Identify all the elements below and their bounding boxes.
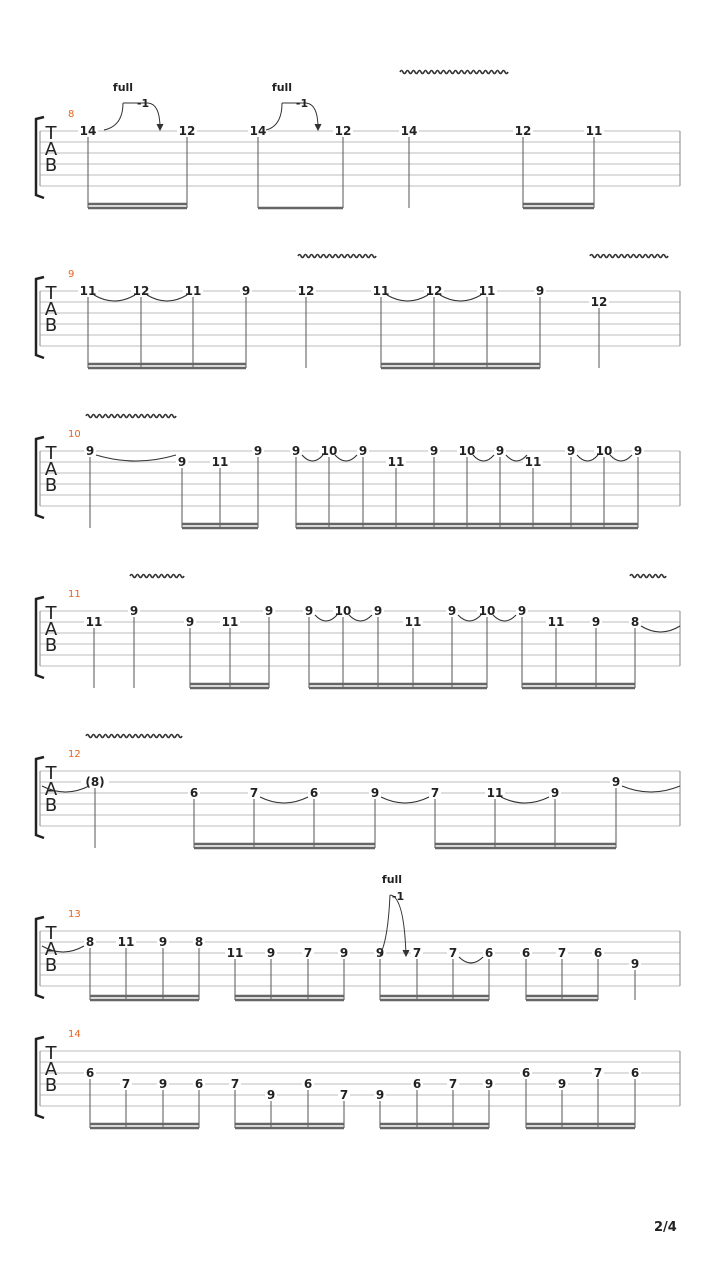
tab-clef-letter: T: [45, 123, 57, 144]
fret-number: 7: [557, 946, 567, 960]
fret-number: 9: [339, 946, 349, 960]
fret-number: 12: [514, 124, 532, 138]
tab-clef-letter: A: [44, 299, 58, 320]
fret-number: 9: [429, 444, 439, 458]
fret-number: 10: [595, 444, 613, 458]
tab-clef-letter: T: [45, 763, 57, 784]
fret-number: 11: [478, 284, 496, 298]
fret-number: 8: [630, 615, 640, 629]
fret-number: 7: [448, 946, 458, 960]
fret-number: 12: [297, 284, 315, 298]
tab-clef-letter: T: [45, 283, 57, 304]
fret-number: 7: [230, 1077, 240, 1091]
tab-clef-letter: T: [45, 443, 57, 464]
system-11: [36, 589, 680, 688]
fret-number: 7: [249, 786, 259, 800]
tab-clef-letter: A: [44, 1059, 58, 1080]
bend-release-label: -1: [391, 890, 405, 903]
system-8: [36, 109, 680, 208]
fret-number: 9: [291, 444, 301, 458]
measure-number: 10: [68, 429, 81, 440]
fret-number: 9: [611, 775, 621, 789]
fret-number: 7: [339, 1088, 349, 1102]
bend-release-label: -1: [295, 97, 309, 110]
tie-arc: [387, 295, 428, 301]
fret-number: 9: [158, 1077, 168, 1091]
fret-number: 6: [521, 1066, 531, 1080]
tab-clef-letter: A: [44, 619, 58, 640]
fret-number: 12: [178, 124, 196, 138]
fret-number: 10: [334, 604, 352, 618]
fret-number: 9: [177, 455, 187, 469]
system-10: [36, 429, 680, 528]
fret-number: 11: [404, 615, 422, 629]
fret-number: 12: [132, 284, 150, 298]
tie-arc: [440, 295, 481, 301]
fret-number: 10: [458, 444, 476, 458]
fret-number: 10: [478, 604, 496, 618]
measure-number: 8: [68, 109, 75, 120]
fret-number: 11: [486, 786, 504, 800]
fret-number: 8: [85, 935, 95, 949]
tab-clef-letter: A: [44, 459, 58, 480]
vibrato-mark: [630, 575, 666, 578]
vibrato-mark: [86, 735, 182, 738]
fret-number: 7: [412, 946, 422, 960]
fret-number: 12: [334, 124, 352, 138]
fret-number: 7: [303, 946, 313, 960]
fret-number: 9: [304, 604, 314, 618]
fret-number: 11: [117, 935, 135, 949]
tie-arc: [501, 797, 549, 803]
fret-number: 7: [430, 786, 440, 800]
fret-number: 14: [400, 124, 418, 138]
vibrato-mark: [590, 255, 668, 258]
fret-number: 9: [266, 946, 276, 960]
fret-number: 9: [591, 615, 601, 629]
system-9: [36, 269, 680, 368]
vibrato-mark: [130, 575, 184, 578]
tab-clef-letter: A: [44, 939, 58, 960]
bend-full-label: full: [381, 873, 403, 886]
fret-number: 9: [484, 1077, 494, 1091]
fret-number: 9: [566, 444, 576, 458]
fret-number: 9: [557, 1077, 567, 1091]
arrow-head: [157, 124, 163, 130]
fret-number: 6: [189, 786, 199, 800]
fret-number: 9: [447, 604, 457, 618]
fret-number: 11: [585, 124, 603, 138]
fret-number: (8): [85, 775, 105, 789]
tab-clef-letter: T: [45, 1043, 57, 1064]
fret-number: 9: [535, 284, 545, 298]
fret-number: 6: [303, 1077, 313, 1091]
fret-number: 6: [85, 1066, 95, 1080]
fret-number: 9: [370, 786, 380, 800]
fret-number: 12: [425, 284, 443, 298]
tab-clef-letter: B: [44, 155, 58, 176]
bend-arrow: [104, 103, 123, 130]
tie-arc: [459, 957, 483, 963]
fret-number: 14: [79, 124, 97, 138]
fret-number: 9: [253, 444, 263, 458]
fret-number: 6: [630, 1066, 640, 1080]
fret-number: 11: [79, 284, 97, 298]
page-number: 2/4: [654, 1220, 677, 1235]
fret-number: 9: [185, 615, 195, 629]
fret-number: 9: [630, 957, 640, 971]
fret-number: 11: [85, 615, 103, 629]
bend-arrow: [266, 103, 282, 130]
fret-number: 9: [158, 935, 168, 949]
fret-number: 9: [375, 1088, 385, 1102]
tie-arc: [94, 295, 135, 301]
fret-number: 11: [184, 284, 202, 298]
measure-number: 11: [68, 589, 81, 600]
tab-clef-letter: T: [45, 923, 57, 944]
tie-arc: [641, 626, 680, 632]
fret-number: 11: [211, 455, 229, 469]
fret-number: 6: [194, 1077, 204, 1091]
fret-number: 11: [372, 284, 390, 298]
fret-number: 11: [226, 946, 244, 960]
tab-clef-letter: B: [44, 315, 58, 336]
tab-clef-letter: B: [44, 475, 58, 496]
fret-number: 10: [320, 444, 338, 458]
fret-number: 9: [373, 604, 383, 618]
fret-number: 9: [633, 444, 643, 458]
tab-clef-letter: T: [45, 603, 57, 624]
fret-number: 8: [194, 935, 204, 949]
tab-clef-letter: B: [44, 955, 58, 976]
system-12: [36, 749, 680, 848]
fret-number: 11: [547, 615, 565, 629]
release-arrow: [390, 895, 406, 955]
system-13: [36, 909, 680, 1000]
system-14: [36, 1029, 680, 1128]
bend-full-label: full: [271, 81, 293, 94]
fret-number: 14: [249, 124, 267, 138]
vibrato-mark: [86, 415, 176, 418]
tab-clef-letter: A: [44, 139, 58, 160]
measure-number: 14: [68, 1029, 81, 1040]
fret-number: 11: [524, 455, 542, 469]
tie-arc: [147, 295, 187, 301]
tie-arc: [260, 797, 308, 803]
tie-arc: [622, 786, 680, 792]
vibrato-mark: [298, 255, 376, 258]
fret-number: 9: [264, 604, 274, 618]
tie-arc: [381, 797, 429, 803]
tab-clef-letter: B: [44, 635, 58, 656]
fret-number: 11: [387, 455, 405, 469]
bend-full-label: full: [112, 81, 134, 94]
measure-number: 12: [68, 749, 81, 760]
fret-number: 11: [221, 615, 239, 629]
fret-number: 9: [85, 444, 95, 458]
fret-number: 9: [550, 786, 560, 800]
tab-clef-letter: B: [44, 795, 58, 816]
tab-clef-letter: A: [44, 779, 58, 800]
tab-clef-letter: B: [44, 1075, 58, 1096]
fret-number: 9: [358, 444, 368, 458]
fret-number: 6: [521, 946, 531, 960]
arrow-head: [315, 124, 321, 130]
fret-number: 7: [593, 1066, 603, 1080]
fret-number: 9: [129, 604, 139, 618]
fret-number: 7: [121, 1077, 131, 1091]
fret-number: 9: [495, 444, 505, 458]
fret-number: 6: [412, 1077, 422, 1091]
fret-number: 6: [309, 786, 319, 800]
fret-number: 12: [590, 295, 608, 309]
fret-number: 9: [241, 284, 251, 298]
fret-number: 9: [375, 946, 385, 960]
fret-number: 6: [484, 946, 494, 960]
measure-number: 9: [68, 269, 75, 280]
fret-number: 6: [593, 946, 603, 960]
fret-number: 7: [448, 1077, 458, 1091]
vibrato-mark: [400, 71, 508, 74]
fret-number: 9: [266, 1088, 276, 1102]
fret-number: 9: [517, 604, 527, 618]
bend-release-label: -1: [136, 97, 150, 110]
tie-arc: [96, 455, 176, 461]
measure-number: 13: [68, 909, 81, 920]
